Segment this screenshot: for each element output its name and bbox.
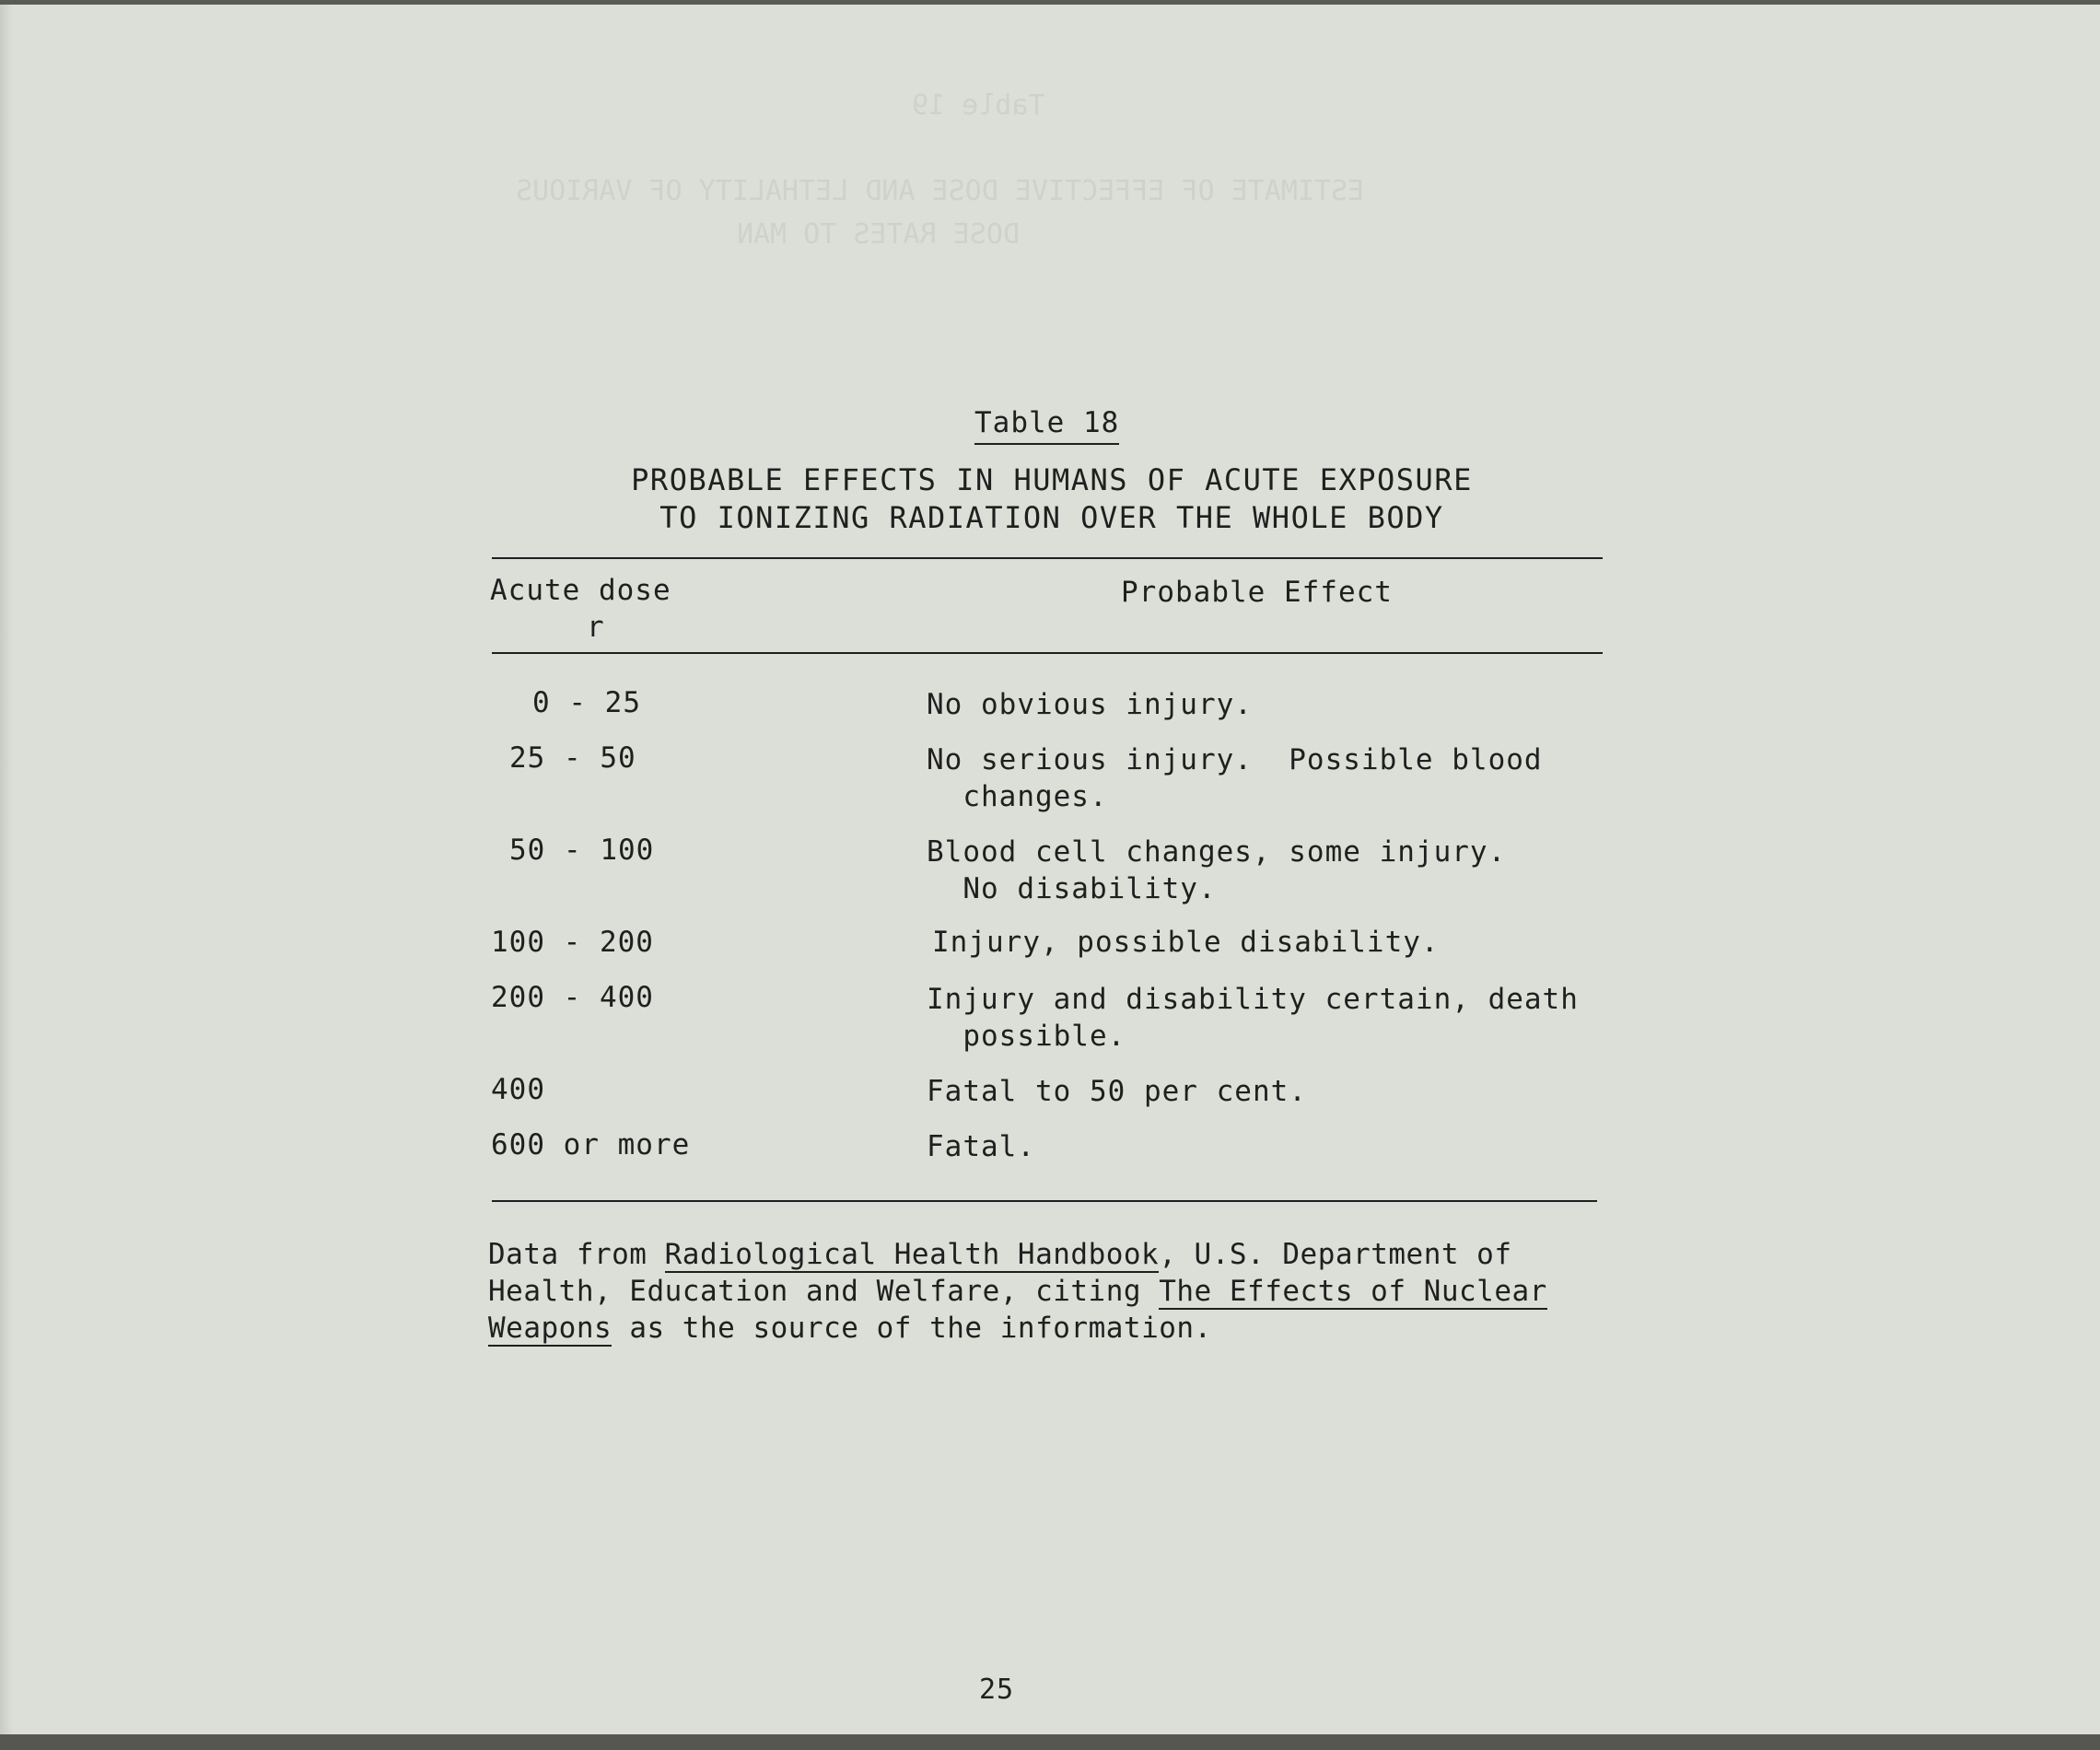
table-title-line-1: PROBABLE EFFECTS IN HUMANS OF ACUTE EXPOSURE <box>631 462 1473 497</box>
footnote-middle: , U.S. Department of Health, Education and Welfare, citing <box>488 1238 1512 1308</box>
table-label: Table 18 <box>974 404 1119 445</box>
table-row-effect: Fatal. <box>927 1130 1035 1163</box>
source-footnote <box>488 1236 1621 1347</box>
column-header-effect: Probable Effect <box>1121 576 1393 609</box>
footnote-source-title: Radiological Health Handbook <box>664 1238 1160 1271</box>
table-row-dose: 50 - 100 <box>509 834 655 867</box>
bleed-through-text: Table 19 <box>912 89 1045 122</box>
table-top-rule <box>492 557 1603 559</box>
column-header-dose-unit: r <box>587 611 605 644</box>
column-header-dose: Acute dose <box>490 574 671 607</box>
footnote-prefix: Data from <box>488 1238 665 1271</box>
document-page <box>0 5 2100 1734</box>
table-header-rule <box>492 652 1603 654</box>
page-number: 25 <box>979 1674 1015 1706</box>
table-title-line-2: TO IONIZING RADIATION OVER THE WHOLE BODY <box>659 500 1444 535</box>
table-row-dose: 25 - 50 <box>509 741 636 775</box>
scan-bottom-edge <box>0 1734 2100 1750</box>
table-row-dose: 200 - 400 <box>491 981 654 1014</box>
table-row-dose: 400 <box>491 1073 545 1106</box>
bleed-through-text: DOSE RATES TO MAN <box>737 218 1021 251</box>
table-bottom-rule <box>492 1200 1597 1202</box>
table-row-effect: Fatal to 50 per cent. <box>927 1075 1307 1108</box>
footnote-cited-title: The Effects of Nuclear Weapons <box>488 1275 1547 1345</box>
table-row-dose: 0 - 25 <box>532 686 641 719</box>
table-row-dose: 100 - 200 <box>491 926 654 959</box>
footnote-suffix: as the source of the information. <box>612 1312 1212 1345</box>
table-row-effect: Injury and disability certain, death possible. <box>927 983 1579 1053</box>
bleed-through-text: ESTIMATE OF EFFECTIVE DOSE AND LETHALITY OF VARIOUS <box>516 175 1365 207</box>
table-row-effect: Blood cell changes, some injury. No disability. <box>927 835 1507 905</box>
table-row-effect: No serious injury. Possible blood changes. <box>927 743 1543 813</box>
table-row-dose: 600 or more <box>491 1128 691 1161</box>
table-row-effect: No obvious injury. <box>927 688 1253 721</box>
table-row-effect: Injury, possible disability. <box>932 926 1440 959</box>
